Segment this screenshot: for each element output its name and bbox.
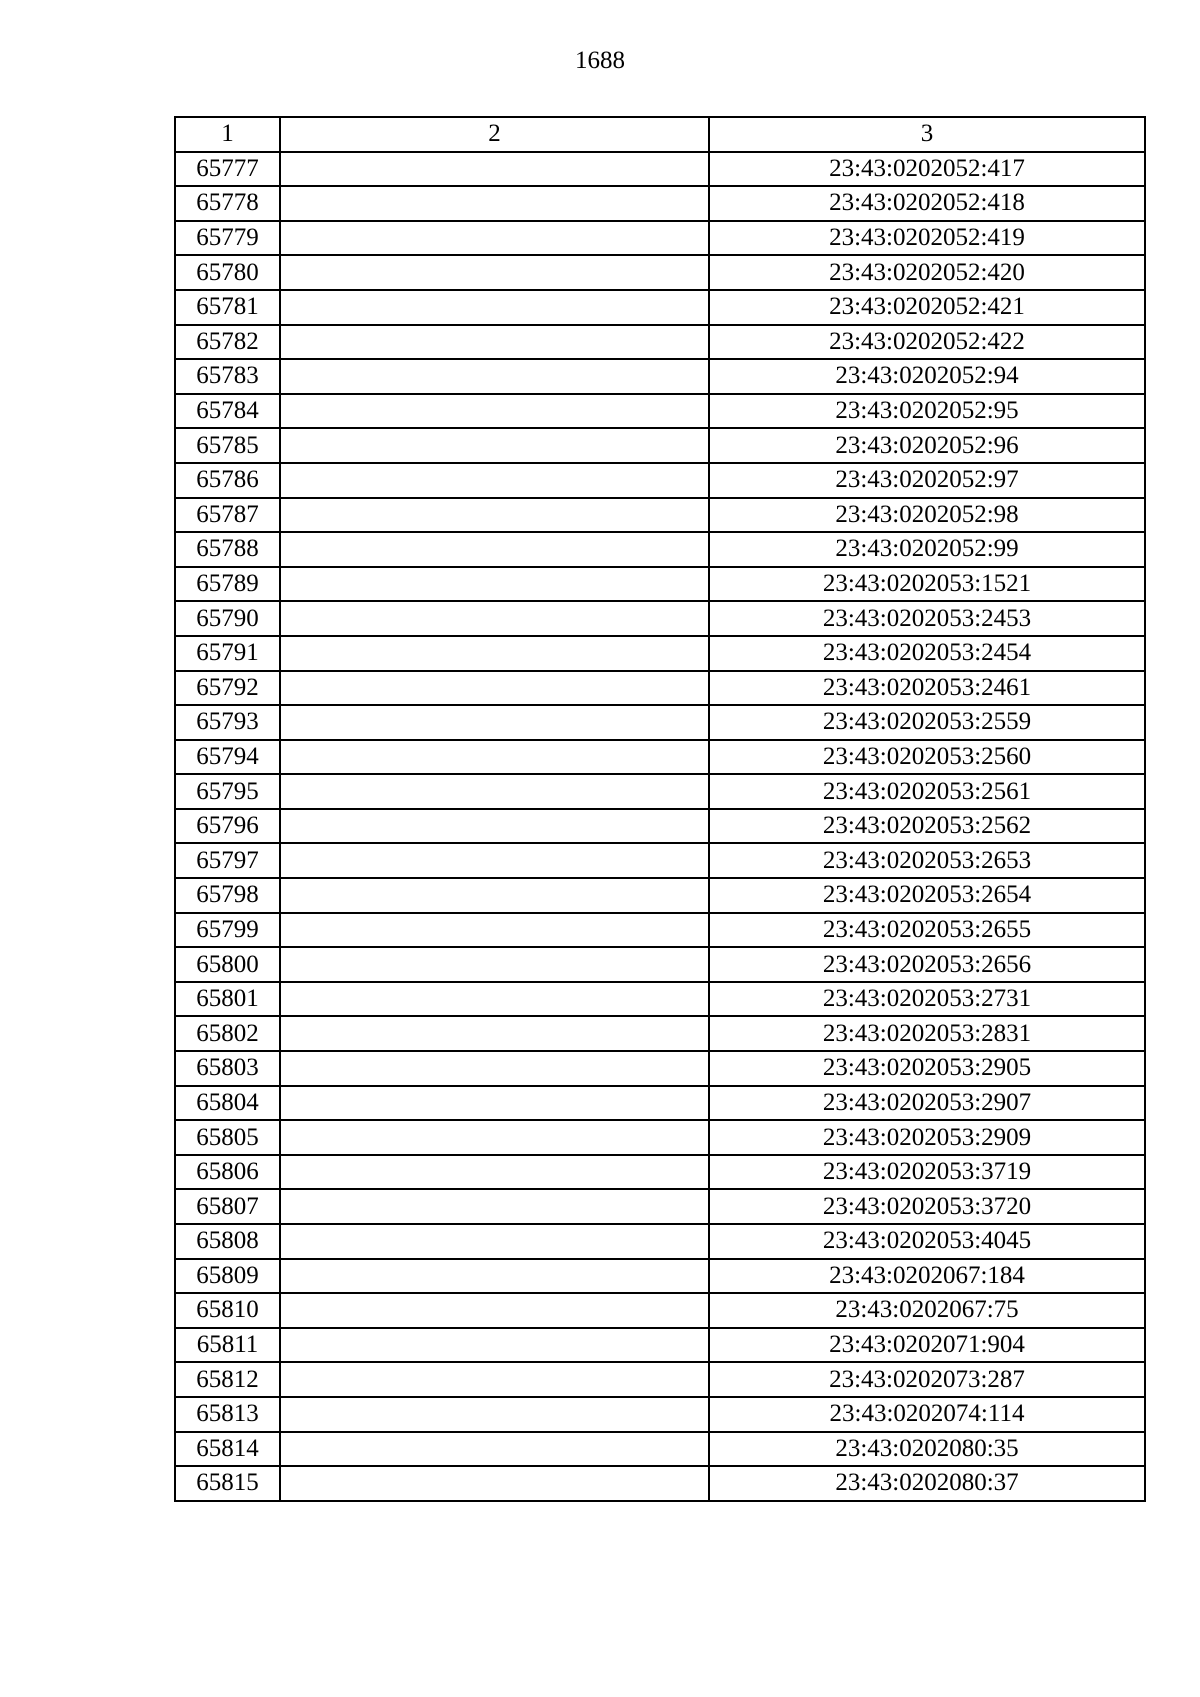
cadastral-number-cell: 23:43:0202053:2909	[709, 1120, 1145, 1155]
cadastral-number-cell: 23:43:0202053:3719	[709, 1155, 1145, 1190]
cadastral-number-cell: 23:43:0202053:2654	[709, 878, 1145, 913]
column-2-cell	[280, 740, 709, 775]
column-2-cell	[280, 1155, 709, 1190]
column-2-cell	[280, 1466, 709, 1501]
column-2-cell	[280, 774, 709, 809]
row-number-cell: 65783	[175, 359, 280, 394]
table-row	[175, 567, 1145, 602]
header-row	[175, 117, 1145, 152]
column-2-cell	[280, 221, 709, 256]
row-number-cell: 65806	[175, 1155, 280, 1190]
cadastral-number-cell: 23:43:0202071:904	[709, 1328, 1145, 1363]
row-number-cell: 65794	[175, 740, 280, 775]
column-2-cell	[280, 152, 709, 187]
cadastral-number-cell: 23:43:0202052:94	[709, 359, 1145, 394]
cadastral-number-cell: 23:43:0202053:4045	[709, 1224, 1145, 1259]
row-number-cell: 65801	[175, 982, 280, 1017]
column-2-cell	[280, 255, 709, 290]
table-row	[175, 359, 1145, 394]
row-number-cell: 65790	[175, 601, 280, 636]
row-number-cell: 65788	[175, 532, 280, 567]
cadastral-number-cell: 23:43:0202052:417	[709, 152, 1145, 187]
row-number-cell: 65813	[175, 1397, 280, 1432]
column-2-cell	[280, 532, 709, 567]
table-row	[175, 1362, 1145, 1397]
cadastral-number-cell: 23:43:0202073:287	[709, 1362, 1145, 1397]
table-row	[175, 1051, 1145, 1086]
row-number-cell: 65791	[175, 636, 280, 671]
cadastral-number-cell: 23:43:0202080:35	[709, 1432, 1145, 1467]
cadastral-number-cell: 23:43:0202074:114	[709, 1397, 1145, 1432]
cadastral-number-cell: 23:43:0202080:37	[709, 1466, 1145, 1501]
row-number-cell: 65811	[175, 1328, 280, 1363]
table-body	[175, 152, 1145, 1501]
row-number-cell: 65803	[175, 1051, 280, 1086]
cadastral-number-cell: 23:43:0202053:2562	[709, 809, 1145, 844]
column-2-cell	[280, 1432, 709, 1467]
column-2-cell	[280, 636, 709, 671]
column-2-cell	[280, 947, 709, 982]
row-number-cell: 65792	[175, 671, 280, 706]
cadastral-number-cell: 23:43:0202053:2561	[709, 774, 1145, 809]
table-row	[175, 221, 1145, 256]
cadastral-number-cell: 23:43:0202053:2907	[709, 1086, 1145, 1121]
row-number-cell: 65789	[175, 567, 280, 602]
table-row	[175, 394, 1145, 429]
column-header-2: 2	[280, 117, 709, 152]
row-number-cell: 65810	[175, 1293, 280, 1328]
table-row	[175, 774, 1145, 809]
row-number-cell: 65802	[175, 1016, 280, 1051]
row-number-cell: 65778	[175, 186, 280, 221]
row-number-cell: 65793	[175, 705, 280, 740]
column-2-cell	[280, 982, 709, 1017]
column-2-cell	[280, 1362, 709, 1397]
row-number-cell: 65779	[175, 221, 280, 256]
cadastral-number-cell: 23:43:0202053:2905	[709, 1051, 1145, 1086]
row-number-cell: 65799	[175, 913, 280, 948]
row-number-cell: 65797	[175, 843, 280, 878]
column-2-cell	[280, 843, 709, 878]
table-row	[175, 152, 1145, 187]
column-2-cell	[280, 1120, 709, 1155]
row-number-cell: 65780	[175, 255, 280, 290]
cadastral-number-cell: 23:43:0202052:98	[709, 498, 1145, 533]
column-2-cell	[280, 705, 709, 740]
cadastral-number-cell: 23:43:0202067:75	[709, 1293, 1145, 1328]
table-row	[175, 1155, 1145, 1190]
column-2-cell	[280, 186, 709, 221]
row-number-cell: 65781	[175, 290, 280, 325]
column-2-cell	[280, 671, 709, 706]
row-number-cell: 65809	[175, 1259, 280, 1294]
cadastral-number-cell: 23:43:0202053:2560	[709, 740, 1145, 775]
table-row	[175, 290, 1145, 325]
table-row	[175, 498, 1145, 533]
column-2-cell	[280, 325, 709, 360]
table-row	[175, 982, 1145, 1017]
table-row	[175, 1224, 1145, 1259]
row-number-cell: 65805	[175, 1120, 280, 1155]
cadastral-number-cell: 23:43:0202052:95	[709, 394, 1145, 429]
row-number-cell: 65786	[175, 463, 280, 498]
cadastral-number-cell: 23:43:0202053:2559	[709, 705, 1145, 740]
cadastral-number-cell: 23:43:0202052:96	[709, 428, 1145, 463]
column-2-cell	[280, 498, 709, 533]
column-2-cell	[280, 1189, 709, 1224]
cadastral-number-cell: 23:43:0202052:97	[709, 463, 1145, 498]
table-row	[175, 1189, 1145, 1224]
cadastral-number-cell: 23:43:0202053:3720	[709, 1189, 1145, 1224]
cadastral-number-cell: 23:43:0202052:419	[709, 221, 1145, 256]
table-row	[175, 428, 1145, 463]
table-row	[175, 913, 1145, 948]
table-row	[175, 601, 1145, 636]
row-number-cell: 65804	[175, 1086, 280, 1121]
row-number-cell: 65782	[175, 325, 280, 360]
table-row	[175, 1086, 1145, 1121]
cadastral-number-cell: 23:43:0202053:2454	[709, 636, 1145, 671]
row-number-cell: 65808	[175, 1224, 280, 1259]
table-row	[175, 705, 1145, 740]
cadastral-number-cell: 23:43:0202067:184	[709, 1259, 1145, 1294]
cadastral-number-cell: 23:43:0202053:2656	[709, 947, 1145, 982]
table-row	[175, 1259, 1145, 1294]
table-row	[175, 1328, 1145, 1363]
column-2-cell	[280, 1293, 709, 1328]
column-2-cell	[280, 913, 709, 948]
table-row	[175, 1466, 1145, 1501]
table-row	[175, 878, 1145, 913]
cadastral-number-cell: 23:43:0202052:418	[709, 186, 1145, 221]
row-number-cell: 65815	[175, 1466, 280, 1501]
row-number-cell: 65800	[175, 947, 280, 982]
table-row	[175, 1432, 1145, 1467]
row-number-cell: 65795	[175, 774, 280, 809]
table-row	[175, 1016, 1145, 1051]
table-row	[175, 186, 1145, 221]
table-row	[175, 947, 1145, 982]
column-2-cell	[280, 1051, 709, 1086]
cadastral-number-cell: 23:43:0202053:2653	[709, 843, 1145, 878]
table-row	[175, 255, 1145, 290]
page-number: 1688	[575, 47, 625, 74]
column-2-cell	[280, 1397, 709, 1432]
registry-table	[174, 116, 1146, 1502]
column-2-cell	[280, 1259, 709, 1294]
cadastral-number-cell: 23:43:0202053:2453	[709, 601, 1145, 636]
row-number-cell: 65812	[175, 1362, 280, 1397]
column-2-cell	[280, 878, 709, 913]
table-row	[175, 463, 1145, 498]
column-2-cell	[280, 1224, 709, 1259]
column-2-cell	[280, 567, 709, 602]
row-number-cell: 65777	[175, 152, 280, 187]
column-2-cell	[280, 1328, 709, 1363]
row-number-cell: 65787	[175, 498, 280, 533]
row-number-cell: 65798	[175, 878, 280, 913]
column-2-cell	[280, 1016, 709, 1051]
table-row	[175, 1397, 1145, 1432]
cadastral-number-cell: 23:43:0202053:2461	[709, 671, 1145, 706]
table-header	[175, 117, 1145, 152]
column-header-3: 3	[709, 117, 1145, 152]
column-2-cell	[280, 809, 709, 844]
table-row	[175, 740, 1145, 775]
cadastral-number-cell: 23:43:0202052:421	[709, 290, 1145, 325]
table-row	[175, 1293, 1145, 1328]
table-row	[175, 671, 1145, 706]
column-2-cell	[280, 428, 709, 463]
row-number-cell: 65814	[175, 1432, 280, 1467]
column-2-cell	[280, 1086, 709, 1121]
row-number-cell: 65796	[175, 809, 280, 844]
row-number-cell: 65785	[175, 428, 280, 463]
table-row	[175, 532, 1145, 567]
cadastral-number-cell: 23:43:0202052:99	[709, 532, 1145, 567]
cadastral-number-cell: 23:43:0202053:2731	[709, 982, 1145, 1017]
table-row	[175, 325, 1145, 360]
cadastral-number-cell: 23:43:0202052:420	[709, 255, 1145, 290]
row-number-cell: 65784	[175, 394, 280, 429]
table-row	[175, 636, 1145, 671]
column-header-1: 1	[175, 117, 280, 152]
column-2-cell	[280, 463, 709, 498]
table-row	[175, 809, 1145, 844]
cadastral-number-cell: 23:43:0202052:422	[709, 325, 1145, 360]
cadastral-number-cell: 23:43:0202053:1521	[709, 567, 1145, 602]
column-2-cell	[280, 290, 709, 325]
row-number-cell: 65807	[175, 1189, 280, 1224]
cadastral-number-cell: 23:43:0202053:2655	[709, 913, 1145, 948]
cadastral-number-cell: 23:43:0202053:2831	[709, 1016, 1145, 1051]
column-2-cell	[280, 359, 709, 394]
column-2-cell	[280, 601, 709, 636]
table-row	[175, 843, 1145, 878]
column-2-cell	[280, 394, 709, 429]
table-row	[175, 1120, 1145, 1155]
